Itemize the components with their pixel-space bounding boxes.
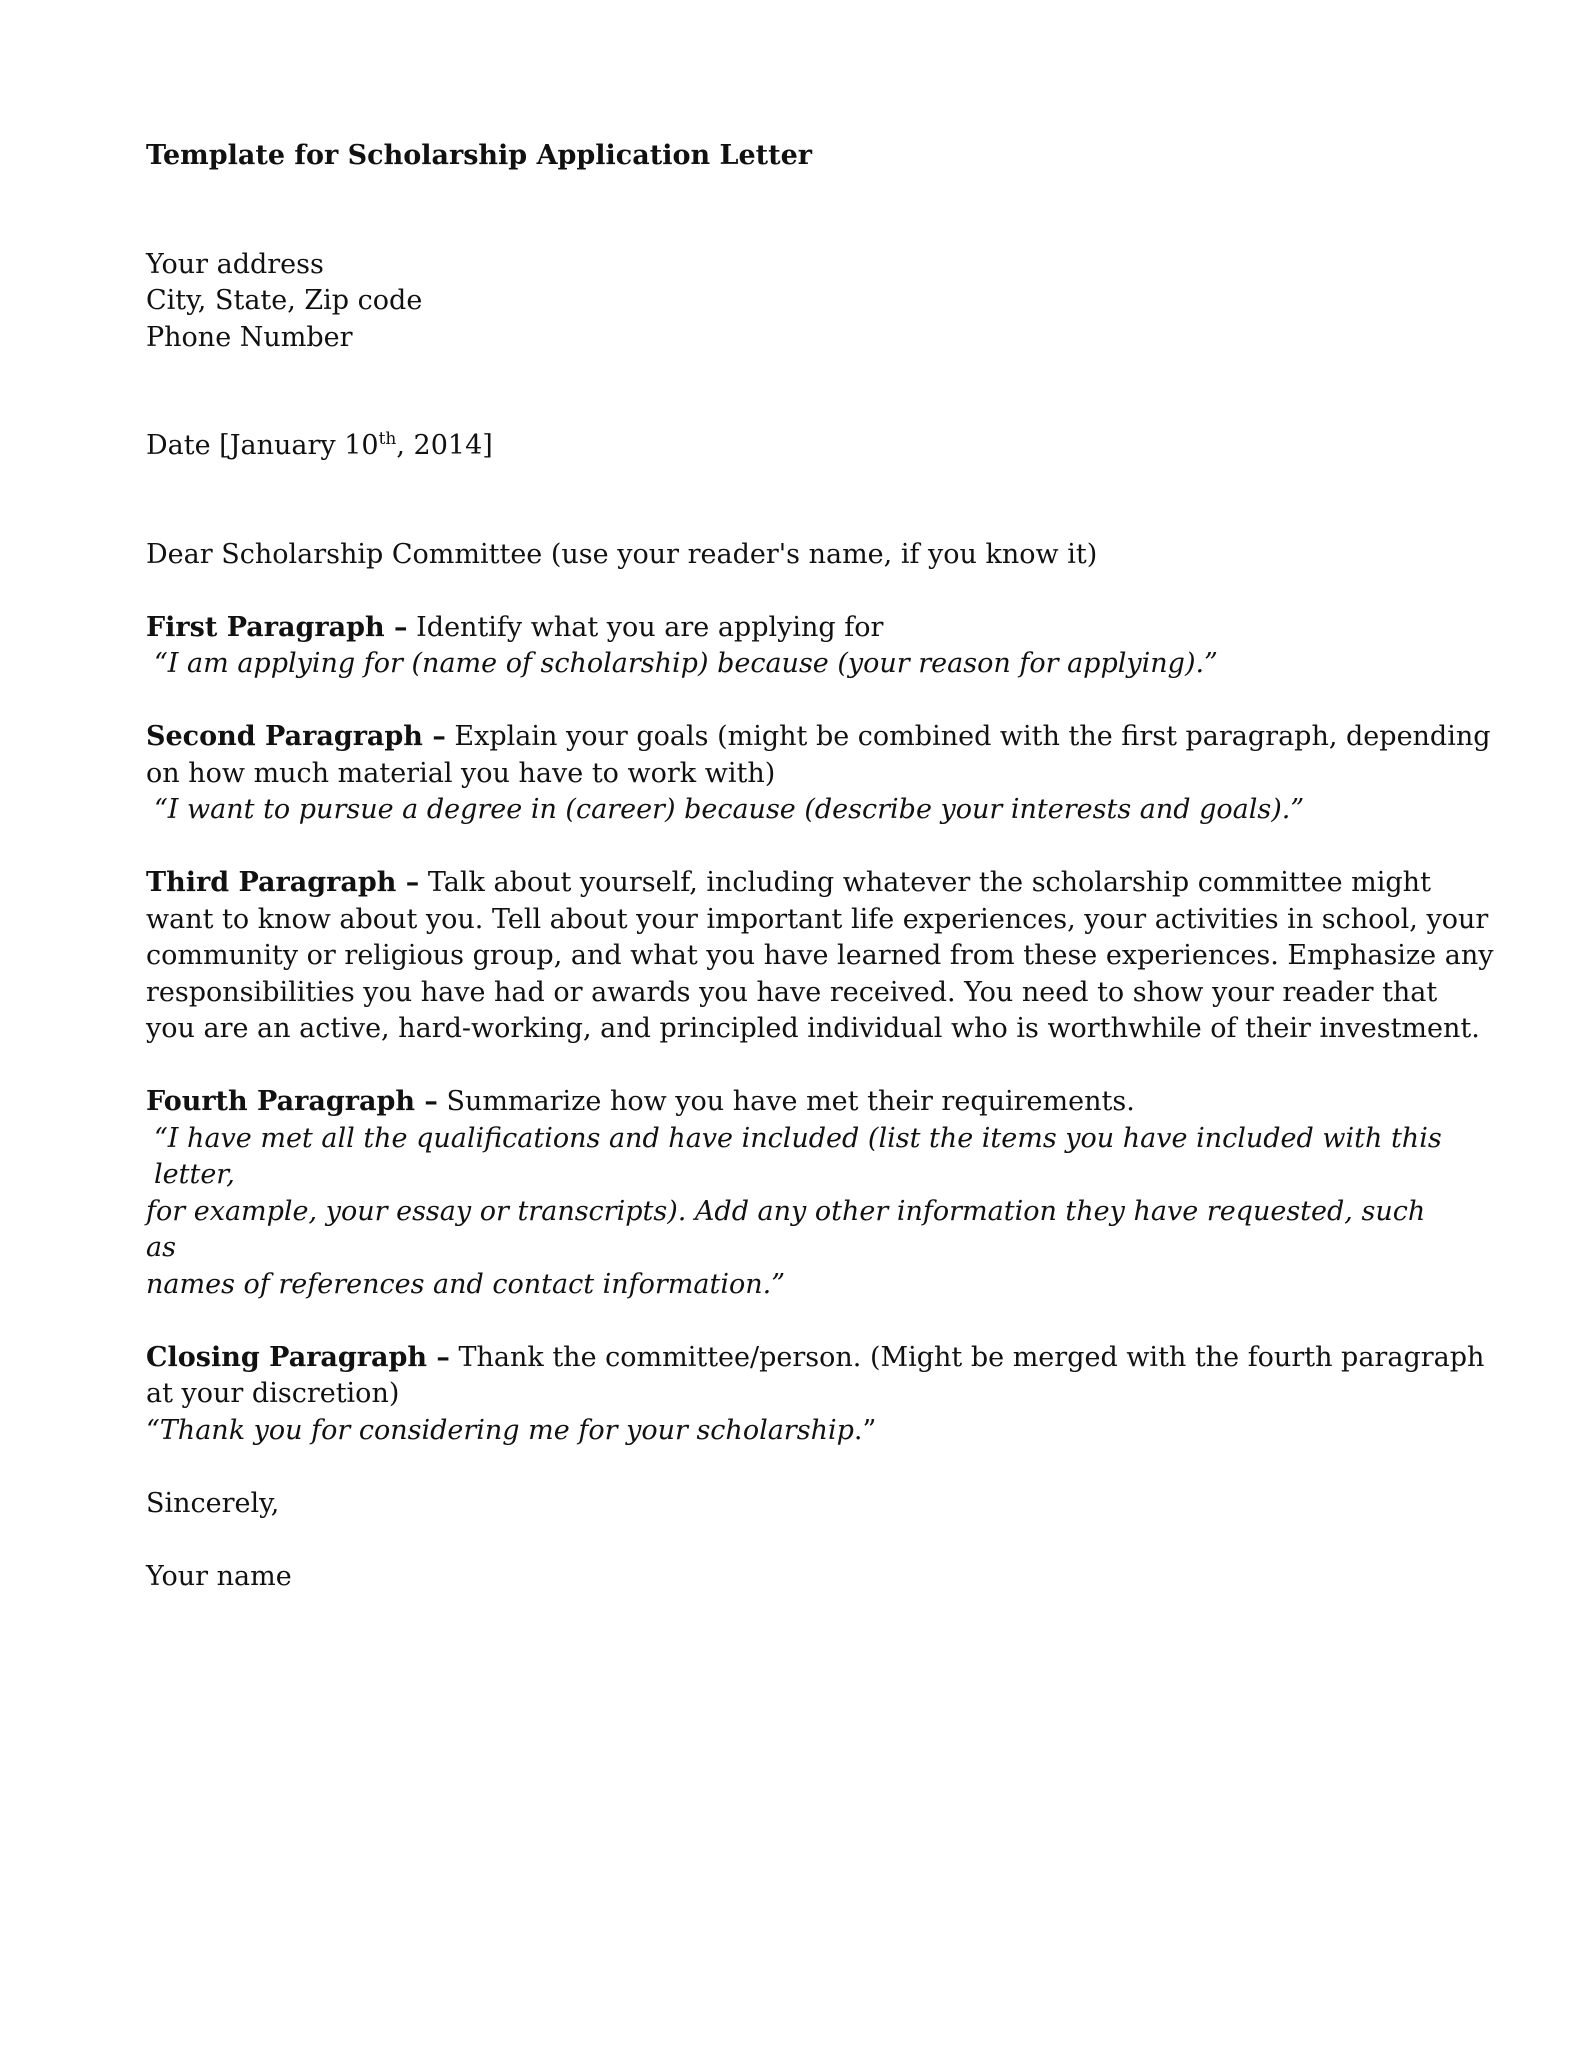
letter-page	[146, 138, 1494, 1595]
fourth-paragraph-heading: Fourth Paragraph –	[146, 1086, 438, 1117]
closing-example-text: “Thank you for considering me for your scholarship	[146, 1414, 854, 1446]
signoff: Sincerely,	[146, 1487, 280, 1519]
closing-paragraph-body-2: at your discretion)	[146, 1378, 400, 1409]
date-rest: , 2014]	[396, 430, 493, 461]
fourth-paragraph-example-2: for example, your essay or transcripts). Add any other information they have requested, such as	[146, 1195, 1426, 1263]
fourth-paragraph	[146, 1084, 1446, 1303]
signature-name: Your name	[146, 1560, 292, 1592]
fourth-paragraph-example-1: “I have met all the qualifications and have included (list the items you have included with this letter,	[154, 1122, 1442, 1190]
fourth-paragraph-body: Summarize how you have met their requirements.	[437, 1086, 1135, 1117]
second-paragraph-heading: Second Paragraph –	[146, 721, 446, 752]
third-paragraph-heading: Third Paragraph –	[146, 867, 420, 898]
second-paragraph	[146, 719, 1491, 829]
sender-address	[146, 247, 1446, 357]
date-ordinal-suffix: th	[378, 429, 397, 449]
first-paragraph-heading: First Paragraph –	[146, 611, 408, 643]
first-paragraph-body: Identify what you are applying for	[407, 611, 884, 643]
closing-paragraph-heading: Closing Paragraph –	[146, 1341, 450, 1373]
third-paragraph	[146, 865, 1494, 1048]
address-line-2: City, State, Zip code	[146, 285, 423, 316]
second-paragraph-example: “I want to pursue a degree in (career) because (describe your interests and goals).”	[154, 794, 1305, 825]
address-line-1: Your address	[146, 248, 324, 280]
third-paragraph-body-3: community or religious group, and what you have learned from these experiences. Emphasize any	[146, 940, 1494, 971]
closing-example-end: .”	[853, 1414, 877, 1446]
third-paragraph-body-4: responsibilities you have had or awards you have received. You need to show your reader that	[146, 976, 1438, 1008]
salutation: Dear Scholarship Committee (use your reader's name, if you know it)	[146, 538, 1098, 570]
fourth-paragraph-example-3: names of references and contact information.”	[146, 1268, 786, 1300]
closing-paragraph-body-1: Thank the committee/person. (Might be merged with the fourth paragraph	[449, 1341, 1485, 1373]
third-paragraph-body-2: want to know about you. Tell about your important life experiences, your activities in school, your	[146, 903, 1489, 935]
document-title: Template for Scholarship Application Letter	[146, 140, 813, 171]
third-paragraph-body-5: you are an active, hard-working, and principled individual who is worthwhile of their investment.	[146, 1013, 1480, 1044]
closing-paragraph	[146, 1340, 1485, 1450]
third-paragraph-body-1: Talk about yourself, including whatever the scholarship committee might	[419, 867, 1431, 898]
first-paragraph	[146, 610, 1446, 683]
letter-date	[146, 428, 1446, 465]
date-prefix: Date [January 10	[146, 430, 379, 461]
first-paragraph-example: “I am applying for (name of scholarship) because (your reason for applying).”	[154, 648, 1218, 679]
closing-paragraph-example	[146, 1413, 1446, 1450]
second-paragraph-body-1: Explain your goals (might be combined with the first paragraph, depending	[445, 721, 1491, 752]
second-paragraph-body-2: on how much material you have to work with)	[146, 757, 776, 789]
address-line-3: Phone Number	[146, 321, 353, 353]
